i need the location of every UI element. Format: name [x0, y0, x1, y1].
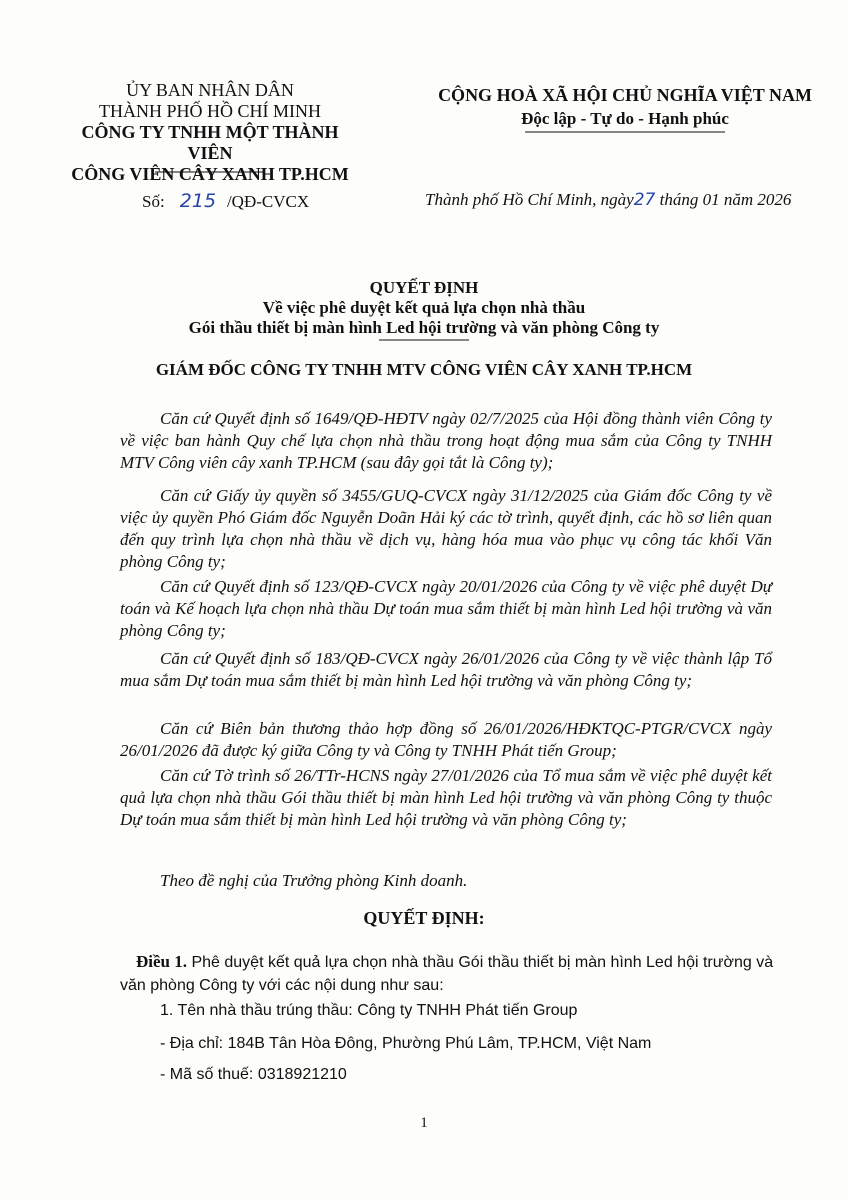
authority-heading: GIÁM ĐỐC CÔNG TY TNHH MTV CÔNG VIÊN CÂY XANH TP.HCM	[155, 360, 693, 379]
basis-paragraph	[120, 648, 772, 692]
contractor-name: 1. Tên nhà thầu trúng thầu: Công ty TNHH Phát tiến Group	[160, 1002, 578, 1019]
document-number	[142, 190, 309, 212]
contractor-address: - Địa chỉ: 184B Tân Hòa Đông, Phường Phú Lâm, TP.HCM, Việt Nam	[160, 1035, 652, 1052]
basis-paragraph	[120, 408, 772, 474]
national-title: CỘNG HOÀ XÃ HỘI CHỦ NGHĨA VIỆT NAM	[438, 85, 812, 105]
national-header-block	[405, 84, 845, 134]
basis-text: Căn cứ Quyết định số 123/QĐ-CVCX ngày 20/01/2026 của Công ty về việc phê duyệt Dự toán và Kế hoạch lựa chọn nhà thầu Dự toán mua sắm thiết bị màn hình Led hội trường và văn phòng Công ty;	[120, 577, 772, 640]
authority-line-1: ỦY BAN NHÂN DÂN	[126, 80, 294, 100]
basis-text: Căn cứ Tờ trình số 26/TTr-HCNS ngày 27/01/2026 của Tổ mua sắm về việc phê duyệt kết quả lựa chọn nhà thầu Gói thầu thiết bị màn hình Led hội trường và văn phòng Công ty thuộc Dự toán mua sắm thiết bị màn hình Led hội trường và văn phòng Công ty;	[120, 766, 772, 829]
national-motto: Độc lập - Tự do - Hạnh phúc	[521, 109, 729, 128]
date-prefix: Thành phố Hồ Chí Minh, ngày	[425, 190, 634, 209]
issuing-authority-block	[60, 80, 360, 185]
number-prefix: Số:	[142, 192, 165, 211]
issue-date	[425, 190, 791, 210]
document-subject-1: Về việc phê duyệt kết quả lựa chọn nhà thầu	[262, 298, 586, 317]
basis-paragraph	[120, 576, 772, 642]
title-underline	[379, 339, 469, 342]
article-1-text: Phê duyệt kết quả lựa chọn nhà thầu Gói thầu thiết bị màn hình Led hội trường và văn phòng Công ty với các nội dung như sau:	[120, 954, 774, 994]
motto-underline	[525, 131, 725, 134]
number-suffix: /QĐ-CVCX	[226, 192, 310, 211]
document-title: QUYẾT ĐỊNH	[369, 278, 479, 297]
contractor-tax-code: - Mã số thuế: 0318921210	[160, 1066, 347, 1083]
decision-heading: QUYẾT ĐỊNH:	[363, 908, 485, 928]
handwritten-number: 215	[179, 190, 217, 212]
proposal-paragraph	[120, 870, 772, 892]
basis-text: Căn cứ Biên bản thương thảo hợp đồng số 26/01/2026/HĐKTQC-PTGR/CVCX ngày 26/01/2026 đã được ký giữa Công ty và Công ty TNHH Phát tiến Group;	[120, 719, 772, 760]
article-1-label: Điều 1.	[136, 952, 187, 971]
document-subject-2: Gói thầu thiết bị màn hình Led hội trường và văn phòng Công ty	[188, 318, 660, 337]
company-line-2: CÔNG VIÊN CÂY XANH TP.HCM	[71, 164, 349, 184]
proposal-text: Theo đề nghị của Trưởng phòng Kinh doanh.	[160, 871, 468, 890]
basis-text: Căn cứ Quyết định số 183/QĐ-CVCX ngày 26/01/2026 của Công ty về việc thành lập Tổ mua sắm Dự toán mua sắm thiết bị màn hình Led hội trường và văn phòng Công ty;	[120, 649, 772, 690]
date-suffix: tháng 01 năm 2026	[659, 190, 792, 209]
basis-text: Căn cứ Quyết định số 1649/QĐ-HĐTV ngày 02/7/2025 của Hội đồng thành viên Công ty về việc ban hành Quy chế lựa chọn nhà thầu trong hoạt động mua sắm của Công ty TNHH MTV Công viên cây xanh TP.HCM (sau đây gọi tắt là Công ty);	[120, 409, 772, 472]
basis-paragraph	[120, 485, 772, 573]
handwritten-day: 27	[633, 190, 656, 210]
article-1	[120, 950, 780, 997]
authority-line-2: THÀNH PHỐ HỒ CHÍ MINH	[99, 101, 321, 121]
page-number: 1	[420, 1115, 428, 1131]
company-line-1: CÔNG TY TNHH MỘT THÀNH VIÊN	[81, 122, 339, 163]
basis-paragraph	[120, 765, 772, 831]
basis-paragraph	[120, 718, 772, 762]
company-underline	[155, 171, 265, 174]
basis-text: Căn cứ Giấy ủy quyền số 3455/GUQ-CVCX ngày 31/12/2025 của Giám đốc Công ty về việc ủy quyền Phó Giám đốc Nguyễn Doãn Hải ký các tờ trình, quyết định, các hồ sơ liên quan đến quy trình lựa chọn nhà thầu về dịch vụ, hàng hóa mua vào phục vụ công tác khối Văn phòng Công ty;	[120, 486, 772, 571]
